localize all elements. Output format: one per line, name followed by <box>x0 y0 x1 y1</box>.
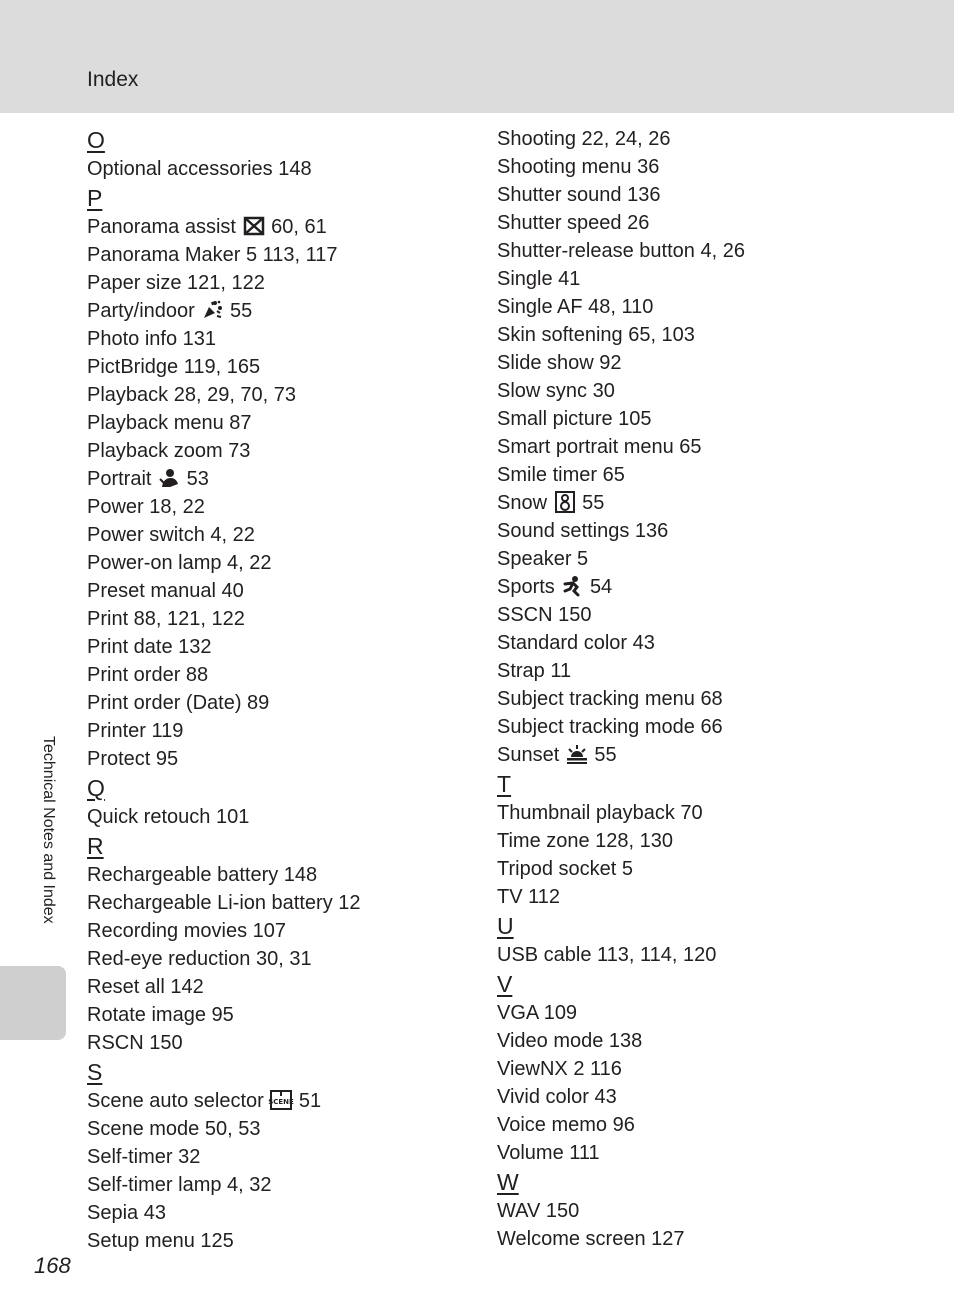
entry-text: Smart portrait menu 65 <box>497 436 702 458</box>
index-entry-rscn-150 <box>87 1029 487 1057</box>
side-section-label: Technical Notes and Index <box>40 736 57 924</box>
entry-text: PictBridge 119, 165 <box>87 356 261 378</box>
entry-text: Rechargeable Li-ion battery 12 <box>87 892 361 914</box>
entry-pages: 53 <box>186 468 209 490</box>
index-entry-small-picture-105 <box>497 405 897 433</box>
portrait-icon <box>158 467 180 489</box>
entry-text: Shooting menu 36 <box>497 156 660 178</box>
entry-text: Party/indoor <box>87 300 195 322</box>
entry-text: Quick retouch 101 <box>87 806 250 828</box>
entry-text: Standard color 43 <box>497 632 655 654</box>
index-entry-printer-119 <box>87 717 487 745</box>
index-entry-self-timer-32 <box>87 1143 487 1171</box>
index-entry-photo-info-131 <box>87 325 487 353</box>
index-entry-playback-zoom-73 <box>87 437 487 465</box>
index-entry-shooting-22-24-26 <box>497 125 897 153</box>
index-entry-paper-size-121-122 <box>87 269 487 297</box>
entry-text: Playback zoom 73 <box>87 440 251 462</box>
entry-text: Strap 11 <box>497 660 572 682</box>
index-entry-slow-sync-30 <box>497 377 897 405</box>
index-letter-o: O <box>87 127 105 153</box>
entry-text: Scene mode 50, 53 <box>87 1118 261 1140</box>
entry-text: Thumbnail playback 70 <box>497 802 703 824</box>
index-entry-viewnx-2-116 <box>497 1055 897 1083</box>
entry-text: Setup menu 125 <box>87 1230 234 1252</box>
entry-text: Slow sync 30 <box>497 380 615 402</box>
index-entry-sports <box>497 573 897 601</box>
entry-text: Panorama Maker 5 113, 117 <box>87 244 338 266</box>
index-entry-skin-softening-65-103 <box>497 321 897 349</box>
index-letter-p: P <box>87 185 103 211</box>
entry-text: Speaker 5 <box>497 548 589 570</box>
index-entry-welcome-screen-127 <box>497 1225 897 1253</box>
index-entry-time-zone-128-130 <box>497 827 897 855</box>
entry-text: Single AF 48, 110 <box>497 296 654 318</box>
entry-text: Red-eye reduction 30, 31 <box>87 948 312 970</box>
index-entry-rechargeable-li-ion-battery-12 <box>87 889 487 917</box>
index-entry-panorama-assist <box>87 213 487 241</box>
entry-text: Tripod socket 5 <box>497 858 633 880</box>
entry-text: Sound settings 136 <box>497 520 669 542</box>
entry-text: Scene auto selector <box>87 1090 264 1112</box>
page-number: 168 <box>34 1253 71 1278</box>
index-letter-r: R <box>87 833 104 859</box>
index-entry-panorama-maker-5-113-117 <box>87 241 487 269</box>
entry-text: Single 41 <box>497 268 581 290</box>
index-entry-voice-memo-96 <box>497 1111 897 1139</box>
index-entry-quick-retouch-101 <box>87 803 487 831</box>
index-entry-shutter-sound-136 <box>497 181 897 209</box>
index-entry-smile-timer-65 <box>497 461 897 489</box>
entry-text: SSCN 150 <box>497 604 592 626</box>
entry-text: Print order 88 <box>87 664 209 686</box>
entry-text: Paper size 121, 122 <box>87 272 265 294</box>
index-entry-subject-tracking-menu-68 <box>497 685 897 713</box>
entry-text: Shutter-release button 4, 26 <box>497 240 745 262</box>
index-entry-speaker-5 <box>497 545 897 573</box>
entry-text: Protect 95 <box>87 748 179 770</box>
index-entry-smart-portrait-menu-65 <box>497 433 897 461</box>
sunset-icon <box>566 743 588 765</box>
index-entry-slide-show-92 <box>497 349 897 377</box>
entry-text: Volume 111 <box>497 1142 600 1164</box>
index-entry-wav-150 <box>497 1197 897 1225</box>
entry-text: Panorama assist <box>87 216 236 238</box>
index-entry-print-date-132 <box>87 633 487 661</box>
index-entry-power-on-lamp-4-22 <box>87 549 487 577</box>
entry-pages: 54 <box>589 576 613 598</box>
entry-text: Subject tracking menu 68 <box>497 688 723 710</box>
index-entry-recording-movies-107 <box>87 917 487 945</box>
index-entry-print-order-88 <box>87 661 487 689</box>
index-entry-usb-cable-113-114-120 <box>497 941 897 969</box>
entry-text: Sunset <box>497 744 560 766</box>
entry-text: Rotate image 95 <box>87 1004 234 1026</box>
index-entry-protect-95 <box>87 745 487 773</box>
party-indoor-icon <box>201 299 223 321</box>
index-entry-pictbridge-119-165 <box>87 353 487 381</box>
entry-text: Playback 28, 29, 70, 73 <box>87 384 297 406</box>
index-entry-self-timer-lamp-4-32 <box>87 1171 487 1199</box>
entry-text: Reset all 142 <box>87 976 204 998</box>
entry-pages: 55 <box>594 744 617 766</box>
index-entry-tripod-socket-5 <box>497 855 897 883</box>
entry-text: Shooting 22, 24, 26 <box>497 128 671 150</box>
index-entry-party-indoor <box>87 297 487 325</box>
entry-text: Welcome screen 127 <box>497 1228 685 1250</box>
index-entry-power-switch-4-22 <box>87 521 487 549</box>
index-letter-w: W <box>497 1169 519 1195</box>
index-entry-sscn-150 <box>497 601 897 629</box>
index-entry-rechargeable-battery-148 <box>87 861 487 889</box>
index-entry-volume-111 <box>497 1139 897 1167</box>
entry-text: Shutter speed 26 <box>497 212 650 234</box>
entry-text: Shutter sound 136 <box>497 184 661 206</box>
entry-text: Sports <box>497 576 555 598</box>
index-entry-vivid-color-43 <box>497 1083 897 1111</box>
index-entry-thumbnail-playback-70 <box>497 799 897 827</box>
entry-text: VGA 109 <box>497 1002 578 1024</box>
entry-text: Snow <box>497 492 548 514</box>
entry-text: ViewNX 2 116 <box>497 1058 622 1080</box>
entry-text: Power 18, 22 <box>87 496 205 518</box>
entry-text: Print 88, 121, 122 <box>87 608 245 630</box>
entry-text: Video mode 138 <box>497 1030 643 1052</box>
index-entry-sound-settings-136 <box>497 517 897 545</box>
entry-text: Slide show 92 <box>497 352 622 374</box>
index-entry-sepia-43 <box>87 1199 487 1227</box>
index-entry-red-eye-reduction-30-31 <box>87 945 487 973</box>
entry-text: Photo info 131 <box>87 328 216 350</box>
index-letter-s: S <box>87 1059 103 1085</box>
index-entry-portrait <box>87 465 487 493</box>
index-entry-vga-109 <box>497 999 897 1027</box>
index-entry-shutter-release-button-4-26 <box>497 237 897 265</box>
entry-text: WAV 150 <box>497 1200 580 1222</box>
entry-text: TV 112 <box>497 886 560 908</box>
entry-pages: 51 <box>298 1090 322 1112</box>
snow-icon <box>554 491 576 513</box>
entry-text: Optional accessories 148 <box>87 158 312 180</box>
index-entry-single-41 <box>497 265 897 293</box>
entry-text: Self-timer 32 <box>87 1146 201 1168</box>
index-letter-q: Q <box>87 775 105 801</box>
header-title: Index <box>87 68 139 91</box>
entry-text: Print date 132 <box>87 636 212 658</box>
index-entry-shooting-menu-36 <box>497 153 897 181</box>
index-entry-playback-menu-87 <box>87 409 487 437</box>
index-column-left <box>87 125 487 1255</box>
index-entry-shutter-speed-26 <box>497 209 897 237</box>
entry-text: Rechargeable battery 148 <box>87 864 318 886</box>
entry-text: Power-on lamp 4, 22 <box>87 552 272 574</box>
index-entry-scene-mode-50-53 <box>87 1115 487 1143</box>
entry-text: Time zone 128, 130 <box>497 830 674 852</box>
index-entry-print-88-121-122 <box>87 605 487 633</box>
entry-pages: 55 <box>582 492 605 514</box>
index-letter-u: U <box>497 913 514 939</box>
section-tab <box>0 966 66 1040</box>
index-letter-v: V <box>497 971 513 997</box>
index-entry-print-order-date-89 <box>87 689 487 717</box>
scene-auto-icon <box>268 1089 295 1111</box>
index-letter-t: T <box>497 771 512 797</box>
entry-text: Printer 119 <box>87 720 184 742</box>
index-entry-playback-28-29-70-73 <box>87 381 487 409</box>
index-entry-strap-11 <box>497 657 897 685</box>
index-entry-reset-all-142 <box>87 973 487 1001</box>
index-entry-single-af-48-110 <box>497 293 897 321</box>
entry-text: Vivid color 43 <box>497 1086 617 1108</box>
entry-text: RSCN 150 <box>87 1032 183 1054</box>
index-entry-preset-manual-40 <box>87 577 487 605</box>
index-entry-snow <box>497 489 897 517</box>
entry-text: USB cable 113, 114, 120 <box>497 944 717 966</box>
sports-icon <box>561 575 583 597</box>
entry-text: Print order (Date) 89 <box>87 692 270 714</box>
entry-text: Power switch 4, 22 <box>87 524 255 546</box>
entry-pages: 60, 61 <box>271 216 327 238</box>
index-entry-tv-112 <box>497 883 897 911</box>
page-header <box>0 0 954 113</box>
svg-text:SCENE: SCENE <box>268 1098 295 1106</box>
entry-text: Smile timer 65 <box>497 464 625 486</box>
index-entry-rotate-image-95 <box>87 1001 487 1029</box>
entry-text: Playback menu 87 <box>87 412 252 434</box>
entry-text: Recording movies 107 <box>87 920 286 942</box>
index-entry-standard-color-43 <box>497 629 897 657</box>
entry-text: Sepia 43 <box>87 1202 166 1224</box>
index-entry-setup-menu-125 <box>87 1227 487 1255</box>
entry-text: Small picture 105 <box>497 408 652 430</box>
index-column-right <box>497 125 897 1253</box>
panorama-icon <box>243 215 265 237</box>
entry-pages: 55 <box>229 300 253 322</box>
entry-text: Subject tracking mode 66 <box>497 716 723 738</box>
entry-text: Voice memo 96 <box>497 1114 635 1136</box>
index-entry-scene-auto-selector <box>87 1087 487 1115</box>
entry-text: Preset manual 40 <box>87 580 244 602</box>
index-entry-subject-tracking-mode-66 <box>497 713 897 741</box>
index-entry-power-18-22 <box>87 493 487 521</box>
index-entry-sunset <box>497 741 897 769</box>
entry-text: Portrait <box>87 468 152 490</box>
index-entry-optional-accessories-148 <box>87 155 487 183</box>
index-entry-video-mode-138 <box>497 1027 897 1055</box>
entry-text: Skin softening 65, 103 <box>497 324 695 346</box>
entry-text: Self-timer lamp 4, 32 <box>87 1174 272 1196</box>
